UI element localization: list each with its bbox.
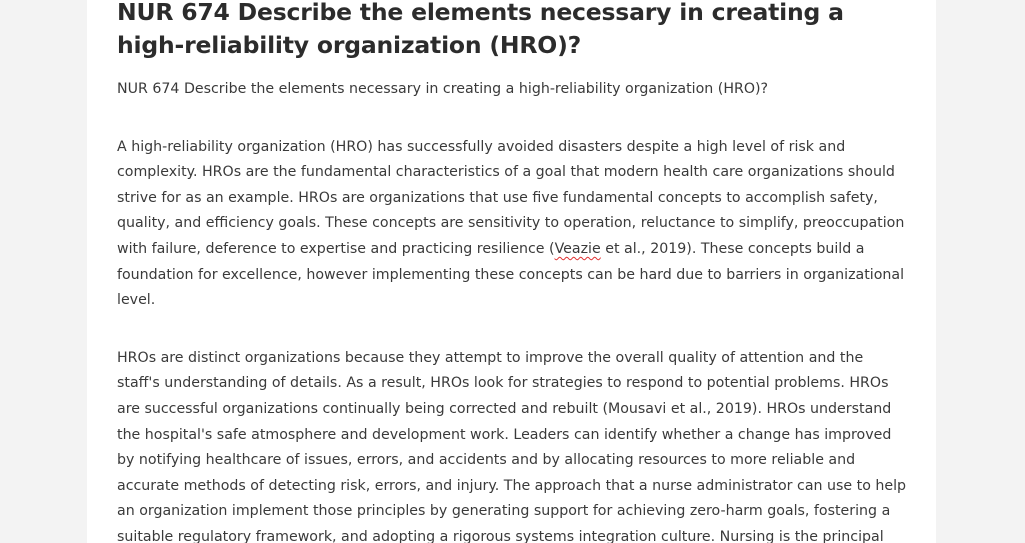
paragraph-intro-text-a: A high-reliability organization (HRO) has successfully avoided disasters despite a high level of risk and complexity. HROs are the fundamental characteristics of a goal that modern health care organizations should strive for as an example. HROs are organizations that use five fundamental concepts to accomplish safety, quality, and efficiency goals. These concepts are sensitivity to operation, reluctance to simplify, preoccupation with failure, deference to expertise and practicing resilience ( (117, 138, 905, 257)
article-subtitle: NUR 674 Describe the elements necessary in creating a high-reliability organization (HRO)? (117, 81, 769, 97)
article-content (117, 0, 907, 543)
paragraph-intro-text-b: et al., 2019). These concepts build a foundation for excellence, however implementing these concepts can be hard due to barriers in organizational level. (117, 240, 905, 309)
spellcheck-flagged-word[interactable]: Veazie (554, 240, 601, 257)
article-title: NUR 674 Describe the elements necessary in creating a high-reliability organization (HRO)? (117, 0, 844, 59)
article-page (87, 0, 936, 543)
paragraph-hro-distinct: HROs are distinct organizations because they attempt to improve the overall quality of attention and the staff's understanding of details. As a result, HROs look for strategies to respond to potential problems. HROs are successful organizations continually being corrected and rebuilt (Mousavi et al., 2019). HROs understand the hospital's safe atmosphere and development work. Leaders can identify whether a change has improved by notifying healthcare of issues, errors, and accidents and by allocating resources to more reliable and accurate methods of detecting risk, errors, and injury. The approach that a nurse administrator can use to help an organization implement those principles by generating support for achieving zero-harm goals, fostering a suitable regulatory framework, and adopting a rigorous systems integration culture. Nursing is the principal (117, 349, 907, 543)
paragraph-intro (117, 135, 907, 314)
